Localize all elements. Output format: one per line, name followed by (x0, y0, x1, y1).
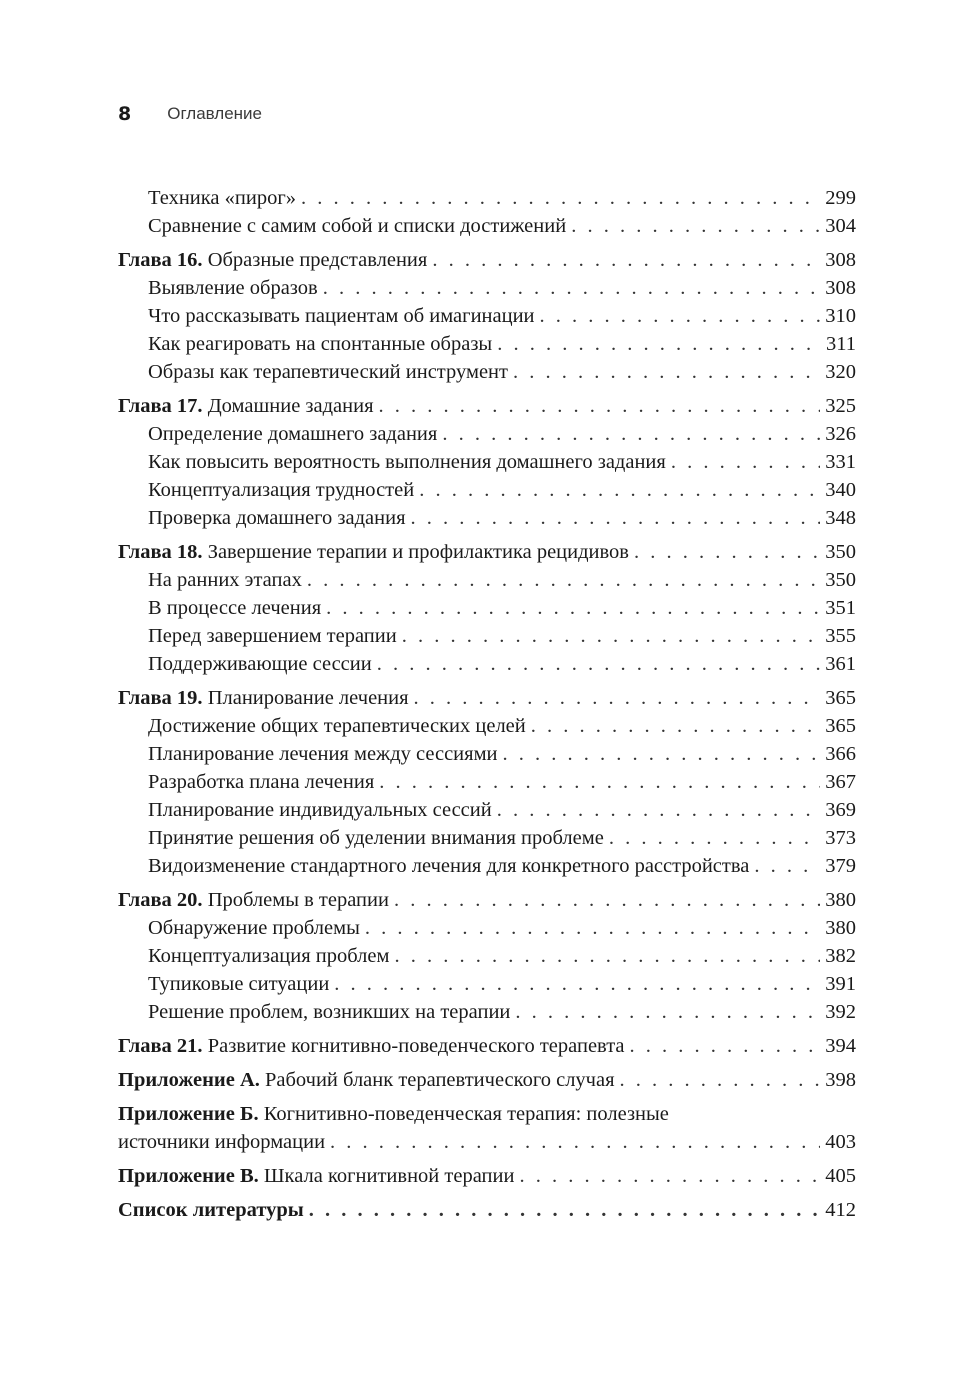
dot-leader (442, 420, 820, 448)
page-ref: 382 (825, 945, 856, 967)
dot-leader (571, 212, 820, 240)
page-ref: 412 (825, 1199, 856, 1221)
toc-chapter-entry[interactable] (118, 538, 856, 566)
running-title: Оглавление (167, 104, 263, 123)
subsection-title: Сравнение с самим собой и списки достижений (148, 215, 567, 237)
dot-leader (309, 1196, 820, 1224)
page-header (118, 100, 262, 128)
toc-subsection-entry[interactable] (118, 998, 856, 1026)
toc-chapter-entry[interactable] (118, 886, 856, 914)
page-ref: 310 (825, 305, 856, 327)
chapter-title-cont: источники информации (118, 1131, 326, 1153)
toc-section (118, 886, 856, 1026)
toc-subsection-entry[interactable] (118, 212, 856, 240)
toc-chapter-entry[interactable] (118, 392, 856, 420)
toc-subsection-entry[interactable] (118, 504, 856, 532)
page-ref: 403 (825, 1131, 856, 1153)
subsection-title: Видоизменение стандартного лечения для конкретного расстройства (148, 855, 750, 877)
toc-chapter-entry[interactable] (118, 1196, 856, 1224)
page-ref: 373 (825, 827, 856, 849)
chapter-title: Развитие когнитивно-поведенческого терапевта (207, 1035, 625, 1057)
chapter-title: Шкала когнитивной терапии (263, 1165, 515, 1187)
chapter-prefix: Глава 20. (118, 889, 203, 911)
page-number: 8 (118, 103, 132, 125)
toc-section (118, 538, 856, 678)
dot-leader (301, 184, 820, 212)
toc-section (118, 684, 856, 880)
chapter-title: Проблемы в терапии (207, 889, 389, 911)
page-ref: 308 (825, 249, 856, 271)
toc-subsection-entry[interactable] (118, 824, 856, 852)
page-ref: 308 (825, 277, 856, 299)
toc-chapter-entry[interactable] (118, 1100, 856, 1128)
toc-section (118, 1032, 856, 1060)
subsection-title: Достижение общих терапевтических целей (148, 715, 526, 737)
page-ref: 348 (825, 507, 856, 529)
toc-chapter-entry[interactable] (118, 246, 856, 274)
toc-section (118, 184, 856, 240)
chapter-prefix: Список литературы (118, 1199, 304, 1221)
toc-section (118, 1100, 856, 1156)
toc-subsection-entry[interactable] (118, 852, 856, 880)
page-ref: 311 (826, 333, 856, 355)
subsection-title: Обнаружение проблемы (148, 917, 360, 939)
page-ref: 326 (825, 423, 856, 445)
toc-chapter-entry[interactable] (118, 1066, 856, 1094)
page-ref: 325 (825, 395, 856, 417)
subsection-title: Выявление образов (148, 277, 318, 299)
toc-chapter-entry[interactable] (118, 1162, 856, 1190)
toc-chapter-entry[interactable] (118, 684, 856, 712)
toc-subsection-entry[interactable] (118, 740, 856, 768)
subsection-title: Перед завершением терапии (148, 625, 397, 647)
toc-subsection-entry[interactable] (118, 330, 856, 358)
chapter-prefix: Приложение Б. (118, 1103, 259, 1125)
page-ref: 361 (825, 653, 856, 675)
toc-section (118, 1196, 856, 1224)
subsection-title: Планирование лечения между сессиями (148, 743, 498, 765)
toc-subsection-entry[interactable] (118, 970, 856, 998)
toc-section (118, 392, 856, 532)
chapter-prefix: Приложение В. (118, 1165, 259, 1187)
dot-leader (330, 1128, 820, 1156)
chapter-title: Образные представления (207, 249, 428, 271)
page-ref: 391 (825, 973, 856, 995)
page-ref: 299 (825, 187, 856, 209)
dot-leader (609, 824, 820, 852)
subsection-title: Тупиковые ситуации (148, 973, 330, 995)
toc-subsection-entry[interactable] (118, 420, 856, 448)
page-ref: 367 (825, 771, 856, 793)
page-ref: 350 (825, 569, 856, 591)
toc-subsection-entry[interactable] (118, 914, 856, 942)
toc-subsection-entry[interactable] (118, 622, 856, 650)
chapter-prefix: Глава 16. (118, 249, 203, 271)
toc-subsection-entry[interactable] (118, 768, 856, 796)
toc-subsection-entry[interactable] (118, 712, 856, 740)
dot-leader (365, 914, 820, 942)
page-ref: 351 (825, 597, 856, 619)
page-ref: 394 (825, 1035, 856, 1057)
page-ref: 320 (825, 361, 856, 383)
page-ref: 365 (825, 687, 856, 709)
toc-subsection-entry[interactable] (118, 594, 856, 622)
dot-leader (671, 448, 820, 476)
dot-leader (515, 998, 820, 1026)
toc-subsection-entry[interactable] (118, 650, 856, 678)
dot-leader (326, 594, 820, 622)
page-ref: 350 (825, 541, 856, 563)
toc-subsection-entry[interactable] (118, 566, 856, 594)
subsection-title: Как повысить вероятность выполнения домашнего задания (148, 451, 666, 473)
subsection-title: В процессе лечения (148, 597, 322, 619)
chapter-prefix: Глава 21. (118, 1035, 203, 1057)
dot-leader (334, 970, 820, 998)
toc-subsection-entry[interactable] (118, 358, 856, 386)
toc-section (118, 1162, 856, 1190)
subsection-title: Принятие решения об уделении внимания проблеме (148, 827, 604, 849)
subsection-title: Планирование индивидуальных сессий (148, 799, 492, 821)
dot-leader (402, 622, 821, 650)
dot-leader (497, 796, 821, 824)
chapter-prefix: Глава 18. (118, 541, 203, 563)
toc-subsection-entry[interactable] (118, 796, 856, 824)
page-ref: 304 (825, 215, 856, 237)
toc-section (118, 246, 856, 386)
dot-leader (497, 330, 821, 358)
chapter-prefix: Глава 19. (118, 687, 203, 709)
dot-leader (323, 274, 821, 302)
page-ref: 380 (825, 889, 856, 911)
subsection-title: Разработка плана лечения (148, 771, 375, 793)
page-ref: 355 (825, 625, 856, 647)
dot-leader (634, 538, 820, 566)
chapter-title: Когнитивно-поведенческая терапия: полезные (263, 1103, 669, 1125)
dot-leader (519, 1162, 820, 1190)
dot-leader (307, 566, 820, 594)
toc-section (118, 1066, 856, 1094)
toc-subsection-entry[interactable] (118, 448, 856, 476)
page-ref: 331 (825, 451, 856, 473)
chapter-prefix: Глава 17. (118, 395, 203, 417)
dot-leader (432, 246, 820, 274)
subsection-title: Проверка домашнего задания (148, 507, 406, 529)
chapter-title: Рабочий бланк терапевтического случая (265, 1069, 615, 1091)
subsection-title: Решение проблем, возникших на терапии (148, 1001, 511, 1023)
dot-leader (394, 942, 820, 970)
dot-leader (379, 768, 820, 796)
subsection-title: Техника «пирог» (148, 187, 296, 209)
page-ref: 369 (825, 799, 856, 821)
dot-leader (754, 852, 820, 880)
dot-leader (414, 684, 821, 712)
subsection-title: Концептуализация проблем (148, 945, 390, 967)
dot-leader (620, 1066, 821, 1094)
page-ref: 405 (825, 1165, 856, 1187)
table-of-contents (118, 184, 856, 1230)
dot-leader (379, 392, 821, 420)
chapter-title: Домашние задания (207, 395, 374, 417)
dot-leader (377, 650, 821, 678)
subsection-title: Поддерживающие сессии (148, 653, 372, 675)
toc-subsection-entry[interactable] (118, 302, 856, 330)
toc-subsection-entry[interactable] (118, 184, 856, 212)
chapter-title: Завершение терапии и профилактика рецидивов (207, 541, 629, 563)
dot-leader (513, 358, 820, 386)
page-ref: 365 (825, 715, 856, 737)
toc-subsection-entry[interactable] (118, 274, 856, 302)
dot-leader (531, 712, 821, 740)
subsection-title: Определение домашнего задания (148, 423, 438, 445)
dot-leader (394, 886, 820, 914)
subsection-title: Образы как терапевтический инструмент (148, 361, 508, 383)
toc-chapter-entry[interactable] (118, 1032, 856, 1060)
subsection-title: Концептуализация трудностей (148, 479, 415, 501)
subsection-title: Что рассказывать пациентам об имагинации (148, 305, 535, 327)
chapter-title: Планирование лечения (207, 687, 409, 709)
dot-leader (419, 476, 820, 504)
page-ref: 380 (825, 917, 856, 939)
toc-subsection-entry[interactable] (118, 942, 856, 970)
dot-leader (411, 504, 821, 532)
page-ref: 366 (825, 743, 856, 765)
page-ref: 379 (825, 855, 856, 877)
chapter-prefix: Приложение А. (118, 1069, 260, 1091)
subsection-title: На ранних этапах (148, 569, 302, 591)
page-ref: 340 (825, 479, 856, 501)
subsection-title: Как реагировать на спонтанные образы (148, 333, 493, 355)
dot-leader (503, 740, 821, 768)
dot-leader (630, 1032, 821, 1060)
page-ref: 392 (825, 1001, 856, 1023)
page-ref: 398 (825, 1069, 856, 1091)
toc-chapter-entry-cont[interactable] (118, 1128, 856, 1156)
toc-subsection-entry[interactable] (118, 476, 856, 504)
dot-leader (540, 302, 821, 330)
